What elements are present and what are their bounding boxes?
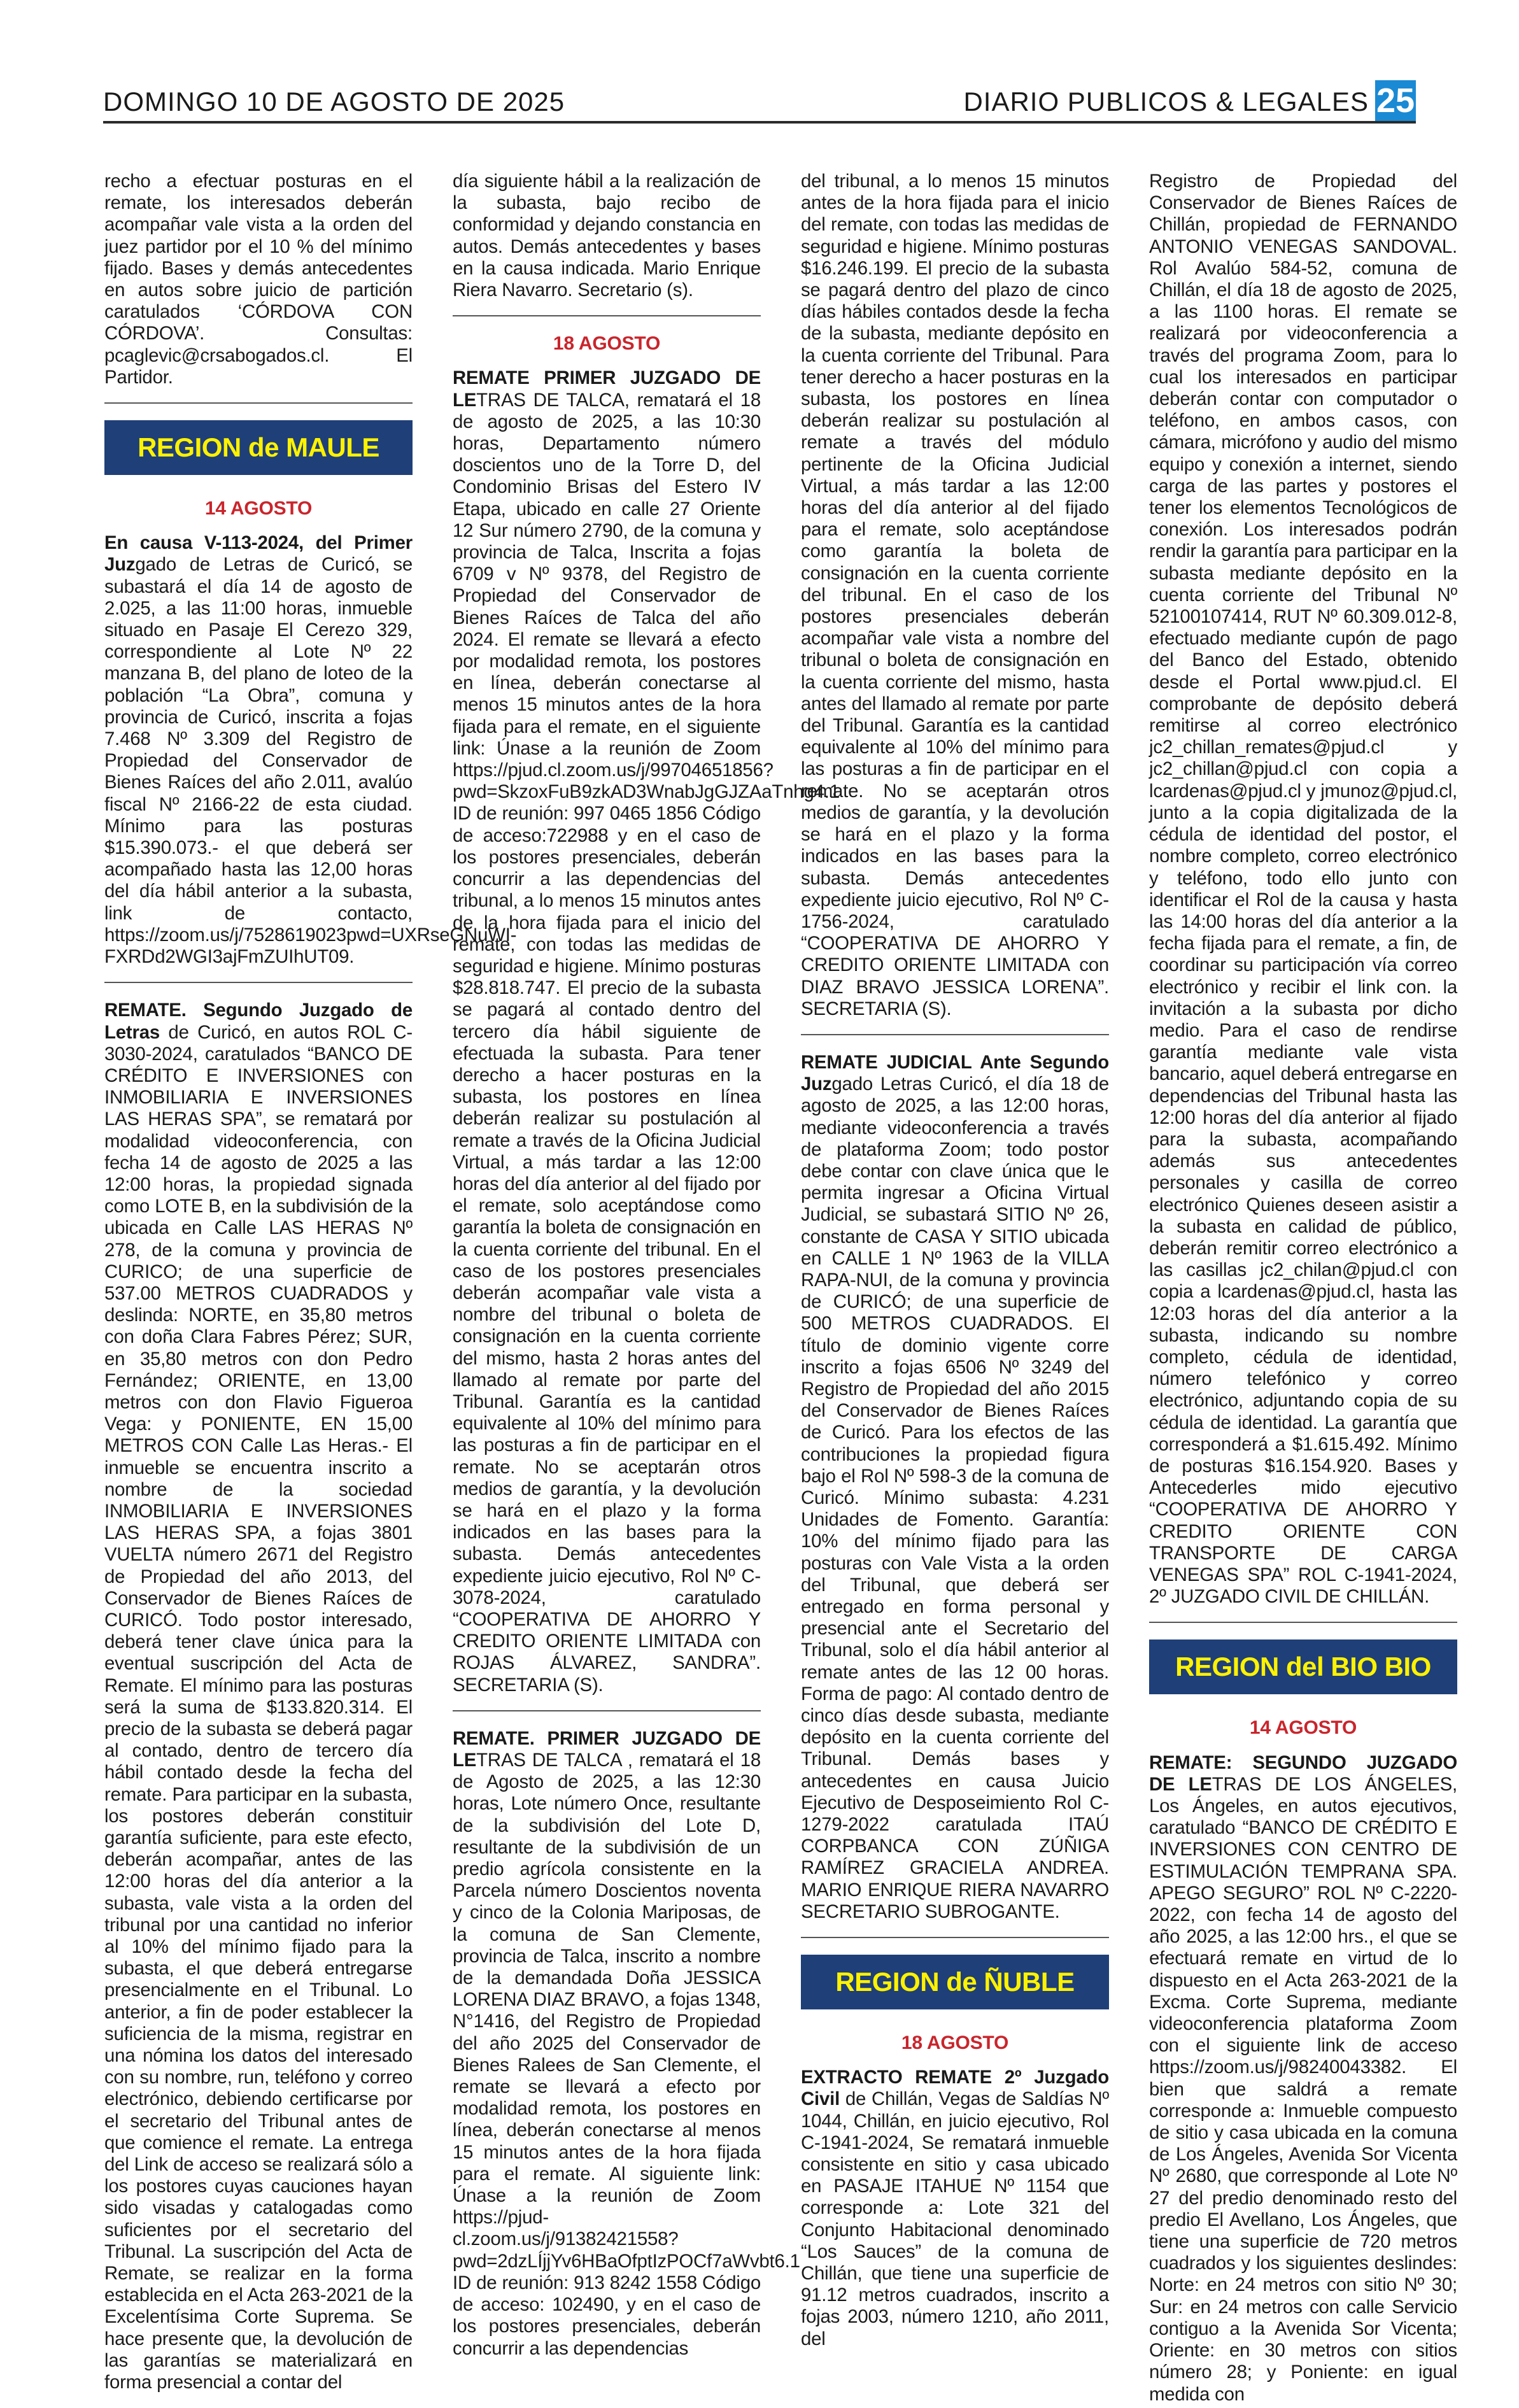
notice-lead: REMATE JUDICIAL Ante Segundo Juz	[801, 1051, 1109, 1095]
notice-lead: En causa V-113-2024, del Primer Juz	[104, 532, 413, 576]
notice-lead: REMATE PRIMER JUZGADO DE LE	[453, 367, 761, 411]
notice-lead: REMATE. Segundo Juzgado de Letras	[104, 1000, 413, 1043]
legal-notice	[453, 367, 840, 1696]
legal-notice	[1149, 1752, 1457, 2405]
newspaper-name: DIARIO PUBLICOS & LEGALES	[963, 87, 1369, 117]
divider	[104, 402, 413, 404]
region-banner-maule: REGION de MAULE	[104, 420, 413, 475]
notice-lead: EXTRACTO REMATE 2º Juzgado Civil	[801, 2067, 1109, 2110]
legal-notice	[104, 532, 517, 968]
column-1	[104, 171, 517, 2396]
notice-continuation: día siguiente hábil a la realización de la subasta, bajo recibo de conformidad y dejando constancia en autos. Demás antecedentes y bases en la causa indicada. Mario Enrique Riera Navarro. Secretario (s).	[453, 171, 761, 301]
column-4	[1149, 171, 1457, 2408]
divider	[801, 1034, 1109, 1035]
notice-body: TRAS DE LOS ÁNGELES, Los Ángeles, en autos ejecutivos, caratulado “BANCO DE CRÉDITO E INVERSIONES CON CENTRO DE ESTIMULACIÓN TEMPRANA SPA. APEGO SEGURO” ROL Nº C-2220-2022, con fecha 14 de agosto del año 2025, a las 12:00 hrs., el que se efectuará remate en virtud de lo dispuesto en el Acta 263-2021 de la Excma. Corte Suprema, mediante videoconferencia plataforma Zoom con el siguiente link de acceso https://zoom.us/j/98240043382. El bien que saldrá a remate corresponde a: Inmueble compuesto de sitio y casa ubicada en la comuna de Los Ángeles, Avenida Sor Vicenta Nº 2680, que corresponde al Lote Nº 27 del predio denominado resto del predio El Avellano, Los Ángeles, que tiene una superficie de 720 metros cuadrados y los siguientes deslindes: Norte: en 24 metros con sitio Nº 30; Sur: en 24 metros con calle Servicio contiguo a la Avenida Sor Vicenta; Oriente: en 30 metros con sitios número 28; y Poniente: en igual medida con	[1149, 1773, 1457, 2405]
notice-body: gado de Letras de Curicó, se subastará el día 14 de agosto de 2.025, a las 11:00 horas, inmueble situado en Pasaje El Cerezo 329, correspondiente al Lote Nº 22 manzana B, del plano de loteo de la población “La Obra”, comuna y provincia de Curicó, inscrita a fojas 7.468 Nº 3.309 del Registro de Propiedad del Conservador de Bienes Raíces del año 2.011, avalúo fiscal Nº 2166-22 de esta ciudad. Mínimo para las posturas $15.390.073.- el que deberá ser acompañado hasta las 12,00 horas del día hábil anterior a la subasta, link de contacto, https://zoom.us/j/7528619023pwd=UXRseGNuWI-FXRDd2WGI3ajFmZUIhUT09.	[104, 554, 517, 968]
region-banner-nuble: REGION de ÑUBLE	[801, 1955, 1109, 2009]
notice-body: TRAS DE TALCA , rematará el 18 de Agosto de 2025, a las 12:30 horas, Lote número Once, resultante de la subdivisión del Lote D, resultante de la subdivisión de un predio agrícola consistente en la Parcela número Doscientos noventa y cinco de la Colonia Mariposas, de la comuna de San Clemente, provincia de Talca, inscrito a nombre de la demandada Doña JESSICA LORENA DIAZ BRAVO, a fojas 1348, N°1416, del Registro de Propiedad del año 2025 del Conservador de Bienes Ralees de San Clemente, el remate se llevará a efecto por modalidad remota, los postores en línea, deberán conectarse al menos 15 minutos antes de la hora fijada para el remate. Al siguiente link: Únase a la reunión de Zoom https://pjud-cl.zoom.us/j/91382421558?pwd=2dzLÍjjYv6HBaOfptIzPOCf7aWvbt6.1 ID de reunión: 913 8242 1558 Código de acceso: 102490, y en el caso de los postores presenciales, deberán concurrir a las dependencias	[453, 1750, 800, 2359]
legal-notice	[453, 1727, 800, 2360]
legal-notice	[104, 1000, 413, 2393]
notice-lead: REMATE: SEGUNDO JUZGADO DE LE	[1149, 1752, 1457, 1795]
date-heading: 14 AGOSTO	[1249, 1717, 1357, 1739]
divider	[453, 1710, 761, 1711]
legal-notice	[801, 1052, 1109, 1923]
date-heading: 18 AGOSTO	[901, 2032, 1009, 2054]
divider	[801, 1937, 1109, 1938]
column-2	[453, 171, 840, 2362]
divider	[1149, 1622, 1457, 1623]
notice-continuation: Registro de Propiedad del Conservador de Bienes Raíces de Chillán, propiedad de FERNANDO ANTONIO VENEGAS SANDOVAL. Rol Avalúo 584-52, comuna de Chillán, el día 18 de agosto de 2025, a las 1100 horas. El remate se realizará por videoconferencia a través del programa Zoom, para lo cual los interesados en participar deberán contar con computador o teléfono, en ambos casos, con cámara, micrófono y audio del mismo equipo y conexión a internet, siendo carga de las partes y postores el tener los elementos Tecnológicos de conexión. Los interesados podrán rendir la garantía para participar en la subasta mediante depósito en la cuenta corriente del Tribunal Nº 52100107414, RUT Nº 60.309.012-8, efectuado mediante cupón de pago del Banco del Estado, obtenido desde el Portal www.pjud.cl. El comprobante de depósito deberá remitirse al correo electrónico jc2_chillan_remates@pjud.cl y jc2_chillan@pjud.cl con copia a lcardenas@pjud.cl y jmunoz@pjud.cl, junto a la copia digitalizada de la cédula de identidad del postor, el nombre completo, correo electrónico y teléfono, todo ello junto con identificar el Rol de la causa y hasta las 14:00 horas del día anterior a la fecha fijada para el remate, a fin, de coordinar su participación vía correo electrónico y recibir el link con. la invitación a la subasta por dicho medio. Para el caso de rendirse garantía mediante vale vista bancario, aquel deberá entregarse en dependencias del Tribunal hasta las 12:00 horas del día anterior al fijado para la subasta, acompañando además sus antecedentes personales y casilla de correo electrónico Quienes deseen asistir a la subasta en calidad de público, deberán remitir correo electrónico a las casillas jc2_chilan@pjud.cl con copia a lcardenas@pjud.cl, hasta las 12:03 horas del día anterior a la subasta, indicando su nombre completo, cédula de identidad, número telefónico y correo electrónico, adjuntando copia de su cédula de identidad. La garantía que corresponderá a $1.615.492. Mínimo de posturas $16.154.920. Bases y Antecederles mido ejecutivo “COOPERATIVA DE AHORRO Y CREDITO ORIENTE CON TRANSPORTE DE CARGA VENEGAS SPA” ROL C-1941-2024, 2º JUZGADO CIVIL DE CHILLÁN.	[1149, 171, 1457, 1608]
notice-body: de Curicó, en autos ROL C-3030-2024, caratulados “BANCO DE CRÉDITO E INVERSIONES con INMOBILIARIA E INVERSIONES LAS HERAS SPA”, se rematará por modalidad videoconferencia, con fecha 14 de agosto de 2025 a las 12:00 horas, la propiedad signada como LOTE B, en la subdivisión de la ubicada en Calle LAS HERAS Nº 278, de la comuna y provincia de CURICO; de una superficie de 537.00 METROS CUADRADOS y deslinda: NORTE, en 35,80 metros con doña Clara Fabres Pérez; SUR, en 35,80 metros con don Pedro Fernández; ORIENTE, en 13,00 metros con don Flavio Figueroa Vega: y PONIENTE, EN 15,00 METROS CON Calle Las Heras.- El inmueble se encuentra inscrito a nombre de la sociedad INMOBILIARIA E INVERSIONES LAS HERAS SPA, a fojas 3801 VUELTA número 2671 del Registro de Propiedad del año 2013, del Conservador de Bienes Raíces de CURICÓ. Todo postor interesado, deberá tener clave única para la eventual suscripción del Acta de Remate. El mínimo para las posturas será la suma de $133.820.314. El precio de la subasta se deberá pagar al contado, dentro de tercero día hábil contado desde la fecha del remate. Para participar en la subasta, los postores deberán constituir garantía suficiente, para este efecto, deberán acompañar, antes de las 12:00 horas del día anterior a la subasta, vale vista a la orden del tribunal por una cantidad no inferior al 10% del mínimo fijado para la subasta, el que deberá entregarse presencialmente en el Tribunal. Lo anterior, a fin de poder establecer la suficiencia de la misma, registrar en una nómina los datos del interesado con su nombre, run, teléfono y correo electrónico, debiendo certificarse por el secretario del Tribunal antes de que comience el remate. La entrega del Link de acceso se realizará sólo a los postores cuyas cauciones hayan sido visadas y catalogadas como suficientes por el secretario del Tribunal. La suscripción del Acta de Remate, se realizar en la forma establecida en el Acta 263-2021 de la Excelentísima Corte Suprema. Se hace presente que, la devolución de las garantías se materializará en forma presencial a contar del	[104, 1021, 413, 2393]
issue-date: DOMINGO 10 DE AGOSTO DE 2025	[103, 87, 565, 117]
page-number: 25	[1376, 81, 1415, 120]
date-heading: 18 AGOSTO	[553, 333, 661, 355]
date-heading: 14 AGOSTO	[204, 498, 313, 520]
column-3	[801, 171, 1109, 2353]
notice-continuation: recho a efectuar posturas en el remate, los interesados deberán acompañar vale vista a la orden del juez partidor por el 10 % del mínimo fijado. Bases y demás antecedentes en autos sobre juicio de partición caratulados ‘CÓRDOVA CON CÓRDOVA’. Consultas: pcaglevic@crsabogados.cl. El Partidor.	[104, 171, 413, 388]
notice-body: TRAS DE TALCA, rematará el 18 de agosto de 2025, a las 10:30 horas, Departamento número doscientos uno de la Torre D, del Condominio Brisas del Estero IV Etapa, ubicado en calle 27 Oriente 12 Sur número 2790, de la comuna y provincia de Talca, Inscrita a fojas 6709 v Nº 9378, del Registro de Propiedad del Conservador de Bienes Raíces de Talca del año 2024. El remate se llevará a efecto por modalidad remota, los postores en línea, deberán conectarse al menos 15 minutos antes de la hora fijada para el remate, en el siguiente link: Únase a la reunión de Zoom https://pjud.cl.zoom.us/j/99704651856?pwd=SkzoxFuB9zkAD3WnabJgGJZAaTnhg4.1 ID de reunión: 997 0465 1856 Código de acceso:722988 y en el caso de los postores presenciales, deberán concurrir a las dependencias del tribunal, a lo menos 15 minutos antes de la hora fijada para el inicio del remate, con todas las medidas de seguridad e higiene. Mínimo posturas $28.818.747. El precio de la subasta se pagará al contado dentro del tercero día hábil siguiente de efectuada la subasta. Para tener derecho a hacer posturas en la subasta, los postores en línea deberán realizar su postulación al remate a través de la Oficina Judicial Virtual, a más tardar a las 12:00 horas del día anterior al del fijado por el remate, solo aceptándose como garantía la boleta de consignación en la cuenta corriente del tribunal. En el caso de los postores presenciales deberán acompañar vale vista a nombre del tribunal o boleta de consignación en la cuenta corriente del mismo, hasta 2 horas antes del llamado al remate por parte del Tribunal. Garantía es la cantidad equivalente al 10% del mínimo para las posturas a fin de participar en el remate. No se aceptarán otros medios de garantía, y la devolución se hará en el plazo y la forma indicados en las bases para la subasta. Demás antecedentes expediente juicio ejecutivo, Rol Nº C-3078-2024, caratulado “COOPERATIVA DE AHORRO Y CREDITO ORIENTE LIMITADA con ROJAS ÁLVAREZ, SANDRA”. SECRETARIA (S).	[453, 389, 840, 1696]
notice-continuation: del tribunal, a lo menos 15 minutos antes de la hora fijada para el inicio del remate, con todas las medidas de seguridad e higiene. Mínimo posturas $16.246.199. El precio de la subasta se pagará dentro del plazo de cinco días hábiles contados desde la fecha de la subasta, mediante depósito en la cuenta corriente del Tribunal. Para tener derecho a hacer posturas en la subasta, los postores en línea deberán realizar su postulación al remate a través del módulo pertinente de la Oficina Judicial Virtual, a más tardar a las 12:00 horas del día anterior al del fijado para el remate, solo aceptándose como garantía la boleta de consignación en la cuenta corriente del tribunal. En el caso de los postores presenciales deberán acompañar vale vista a nombre del tribunal o boleta de consignación en la cuenta corriente del mismo, hasta antes del llamado al remate por parte del Tribunal. Garantía es la cantidad equivalente al 10% del mínimo para las posturas a fin de participar en el remate. No se aceptarán otros medios de garantía, y la devolución se hará en el plazo y la forma indicados en las bases para la subasta. Demás antecedentes expediente juicio ejecutivo, Rol Nº C-1756-2024, caratulado “COOPERATIVA DE AHORRO Y CREDITO ORIENTE LIMITADA con DIAZ BRAVO JESSICA LORENA”. SECRETARIA (S).	[801, 171, 1109, 1019]
legal-notice	[801, 2067, 1109, 2350]
notice-body: de Chillán, Vegas de Saldías Nº 1044, Chillán, en juicio ejecutivo, Rol C-1941-2024, Se rematará inmueble consistente en sitio y casa ubicado en PASAJE ITAHUE Nº 1154 que corresponde a: Lote 321 del Conjunto Habitacional denominado “Los Sauces” de la comuna de Chillán, que tiene una superficie de 91.12 metros cuadrados, inscrito a fojas 2003, número 1210, año 2011, del	[801, 2088, 1109, 2349]
divider	[104, 982, 413, 983]
divider	[453, 315, 761, 316]
page-header	[103, 80, 1416, 124]
region-banner-biobio: REGION del BIO BIO	[1149, 1640, 1457, 1694]
notice-body: gado Letras Curicó, el día 18 de agosto de 2025, a las 12:00 horas, mediante videoconferencia a través de plataforma Zoom; todo postor debe contar con clave única que le permita ingresar a Oficina Virtual Judicial, se subastará SITIO Nº 26, constante de CASA Y SITIO ubicada en CALLE 1 Nº 1963 de la VILLA RAPA-NUI, de la comuna y provincia de CURICÓ; de una superficie de 500 METROS CUADRADOS. El título de dominio vigente corre inscrito a fojas 6506 Nº 3249 del Registro de Propiedad del año 2015 del Conservador de Bienes Raíces de Curicó. Para los efectos de las contribuciones la propiedad figura bajo el Rol Nº 598-3 de la comuna de Curicó. Mínimo subasta: 4.231 Unidades de Fomento. Garantía: 10% del mínimo fijado para las posturas con Vale Vista a la orden del Tribunal, que deberá ser entregado en forma personal y presencial ante el Secretario del Tribunal, solo el día hábil anterior al remate antes de las 12 00 horas. Forma de pago: Al contado dentro de cinco días desde subasta, mediante depósito en la cuenta corriente del Tribunal. Demás bases y antecedentes en causa Juicio Ejecutivo de Desposeimiento Rol C-1279-2022 caratulada ITAÚ CORPBANCA CON ZÚÑIGA RAMÍREZ GRACIELA ANDREA. MARIO ENRIQUE RIERA NAVARRO SECRETARIO SUBROGANTE.	[801, 1073, 1109, 1922]
notice-lead: REMATE. PRIMER JUZGADO DE LE	[453, 1727, 761, 1771]
